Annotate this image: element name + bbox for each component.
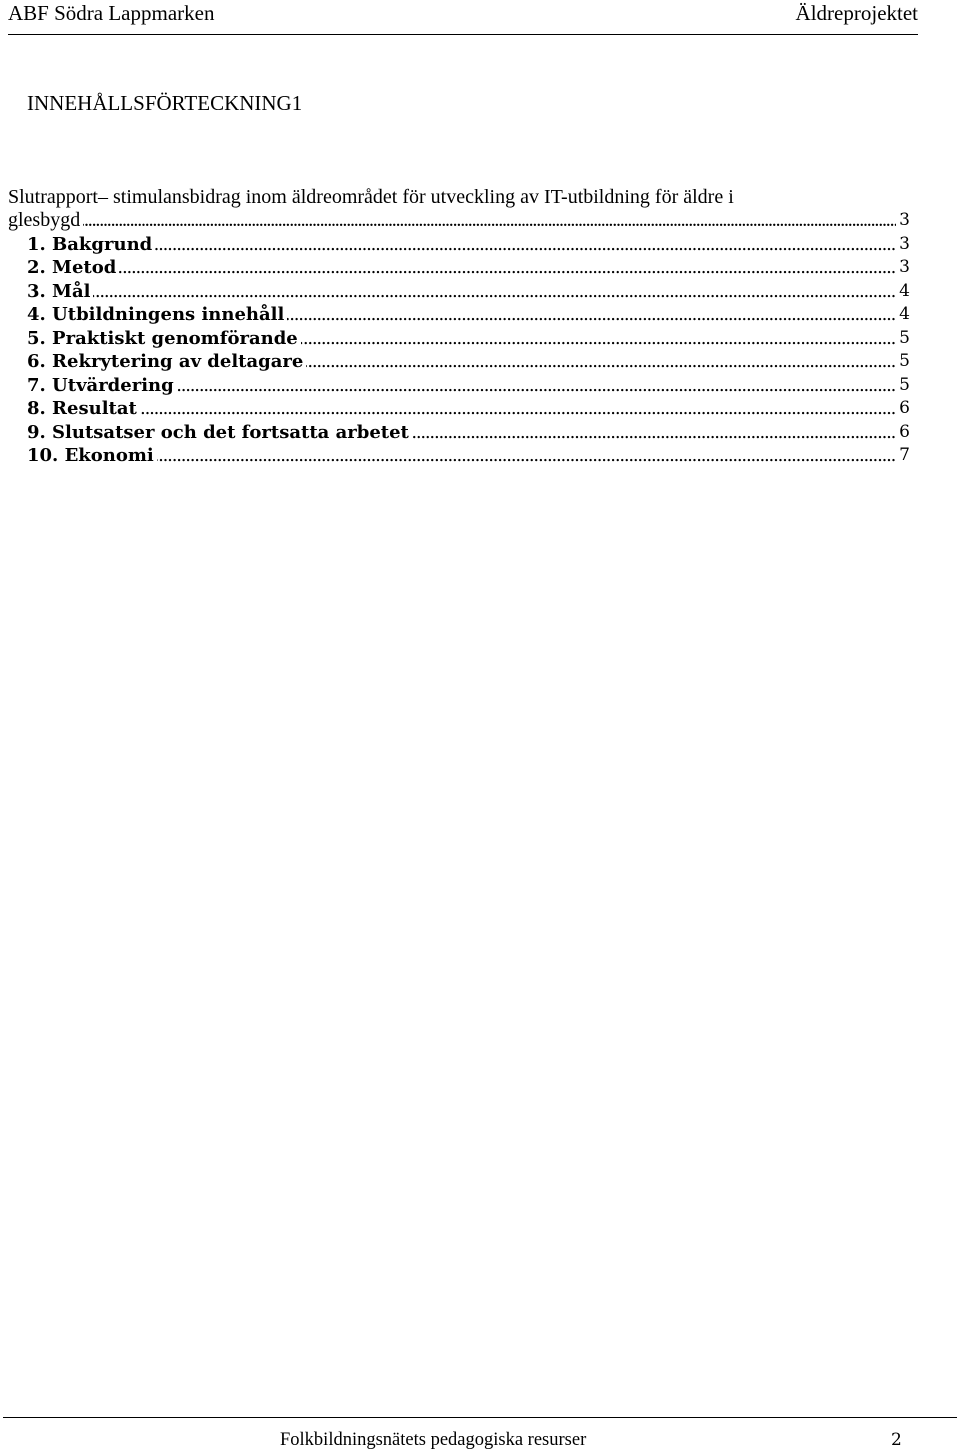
toc-entry-page: 5	[896, 350, 910, 374]
header-organization: ABF Södra Lappmarken	[8, 1, 215, 25]
toc-entry-label: 8. Resultat	[27, 398, 140, 419]
toc-entry	[27, 397, 910, 421]
toc-entry-page: 6	[896, 421, 910, 445]
toc-entry-label: 10. Ekonomi	[27, 445, 157, 466]
toc-heading: INNEHÅLLSFÖRTECKNING1	[27, 91, 303, 115]
toc-entry	[27, 421, 910, 445]
toc-entry-page: 3	[896, 209, 910, 233]
toc-entry	[27, 350, 910, 374]
toc-entry-page: 3	[896, 256, 910, 280]
page-number: 2	[891, 1430, 902, 1450]
toc-entry-intro	[8, 209, 910, 233]
toc-entry	[27, 280, 910, 304]
toc-entry-label: glesbygd	[8, 209, 83, 231]
table-of-contents	[8, 185, 910, 468]
toc-entry-page: 4	[896, 280, 910, 304]
toc-entry-label: 5. Praktiskt genomförande	[27, 328, 301, 349]
toc-entry-label: 2. Metod	[27, 257, 119, 278]
toc-entry-page: 6	[896, 397, 910, 421]
toc-entry	[27, 303, 910, 327]
toc-entry-label: 4. Utbildningens innehåll	[27, 304, 287, 325]
toc-entry-page: 7	[896, 444, 910, 468]
toc-entry	[27, 233, 910, 257]
footer-rule	[3, 1417, 957, 1418]
toc-entry-intro-line1: Slutrapport– stimulansbidrag inom äldreområdet för utveckling av IT-utbildning för äldre i	[8, 186, 734, 208]
footer-text: Folkbildningsnätets pedagogiska resurser	[280, 1430, 587, 1450]
toc-entry-label: 9. Slutsatser och det fortsatta arbetet	[27, 422, 412, 443]
toc-entry-page: 4	[896, 303, 910, 327]
page-header	[8, 0, 918, 35]
toc-entry	[27, 327, 910, 351]
toc-entry-label: 1. Bakgrund	[27, 234, 155, 255]
toc-entry	[27, 444, 910, 468]
toc-entry-label: 6. Rekrytering av deltagare	[27, 351, 306, 372]
toc-entry-page: 5	[896, 327, 910, 351]
toc-entry	[27, 256, 910, 280]
toc-entry	[27, 374, 910, 398]
toc-entry-page: 5	[896, 374, 910, 398]
toc-entry-page: 3	[896, 233, 910, 257]
toc-entry-label: 3. Mål	[27, 281, 93, 302]
toc-entry-label: 7. Utvärdering	[27, 375, 177, 396]
header-project: Äldreprojektet	[795, 1, 918, 25]
